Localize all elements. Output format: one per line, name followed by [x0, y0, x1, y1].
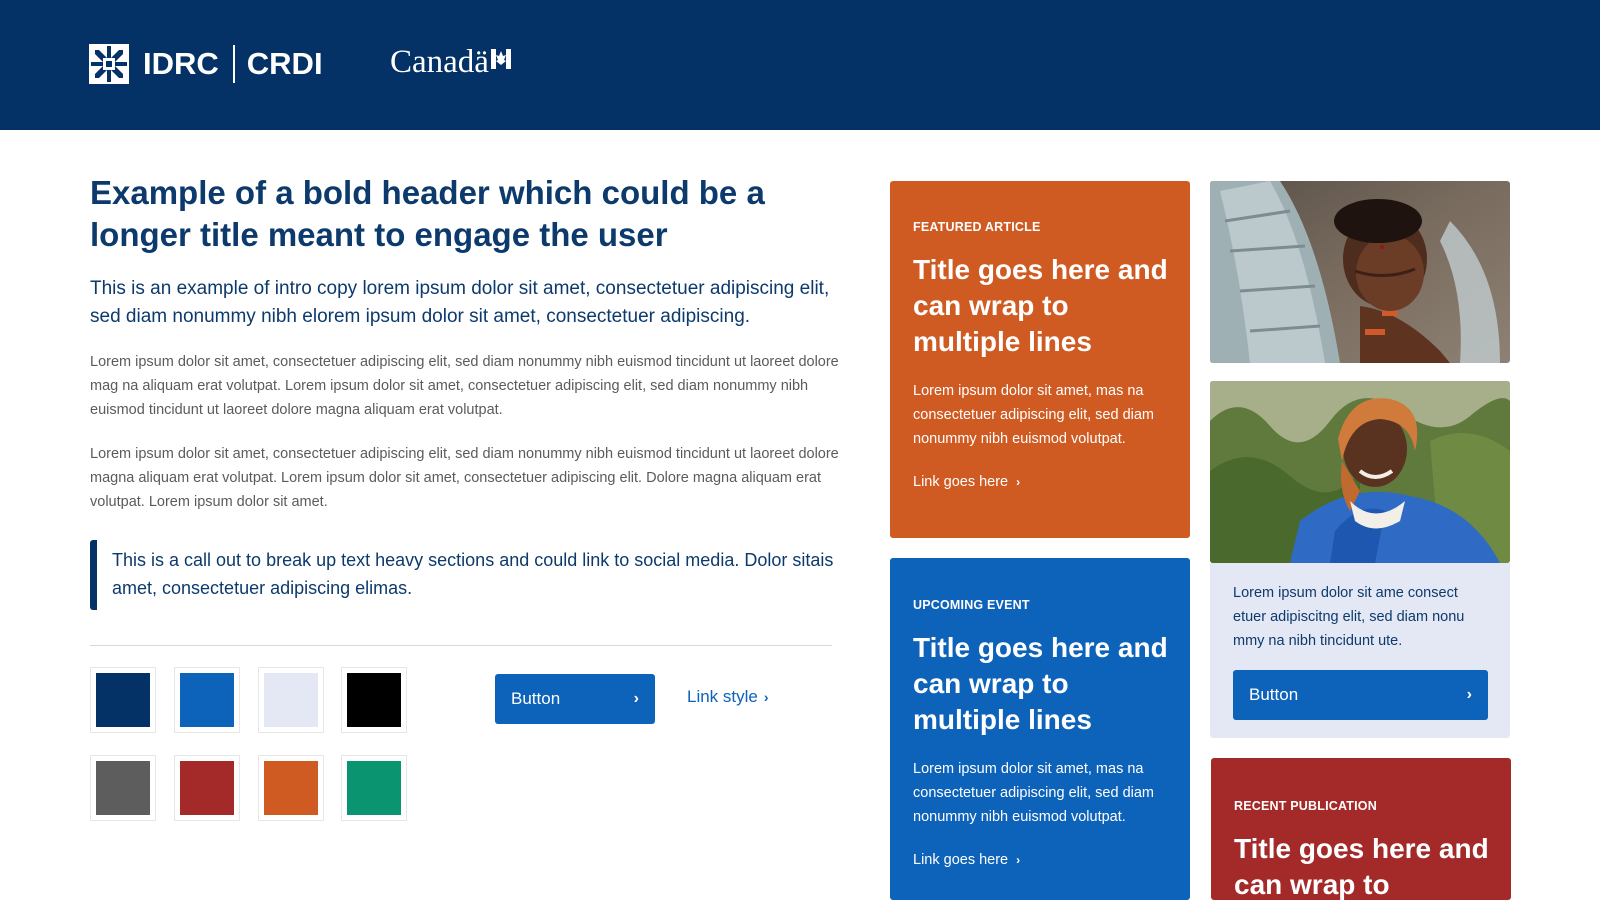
swatch-fill: [264, 673, 318, 727]
card-category-label: FEATURED ARTICLE: [913, 220, 1041, 234]
swatch-fill: [347, 761, 401, 815]
side-card-text: Lorem ipsum dolor sit ame consect etuer adipiscitng elit, sed diam nonu mmy na nibh tincidunt ute.: [1233, 585, 1465, 649]
photo-image: [1210, 181, 1510, 363]
idrc-logo[interactable]: [89, 44, 323, 84]
color-swatch-gray: [90, 755, 156, 821]
body-paragraph-2: Lorem ipsum dolor sit amet, consectetuer adipiscing elit, sed diam nonummy nibh euismod tincidunt ut laoreet dolore magna aliquam erat volutpat. Lorem ipsum dolor sit amet, consectetuer adipiscing elit. Dolore magna aliquam erat volutpat. Lorem ipsum dolor sit amet.: [90, 446, 839, 510]
swatch-fill: [96, 673, 150, 727]
card-title: Title goes here and can wrap to multiple lines: [913, 632, 1168, 735]
color-swatch-red: [174, 755, 240, 821]
logo-secondary-text: CRDI: [246, 46, 323, 81]
card-category-label: RECENT PUBLICATION: [1234, 799, 1377, 813]
canada-wordmark-text: Canadä: [390, 44, 489, 80]
swatch-fill: [180, 673, 234, 727]
card-description: Lorem ipsum dolor sit amet, mas na consectetuer adipiscing elit, sed diam nonummy nibh euismod volutpat.: [913, 761, 1154, 825]
intro-copy: This is an example of intro copy lorem ipsum dolor sit amet, consectetuer adipiscing elit, sed diam nonummy nibh elorem ipsum dolor sit amet, consectetuer adipiscing.: [90, 278, 830, 327]
card-link-label: Link goes here: [913, 474, 1009, 490]
sleeping-child-photo[interactable]: [1210, 181, 1510, 363]
color-swatch-orange: [258, 755, 324, 821]
card-link[interactable]: [913, 852, 1020, 868]
swatch-fill: [96, 761, 150, 815]
swatch-fill: [347, 673, 401, 727]
color-swatch-blue: [174, 667, 240, 733]
page-title: Example of a bold header which could be a longer title meant to engage the user: [90, 174, 765, 253]
color-swatch-light-blue: [258, 667, 324, 733]
section-divider: [90, 645, 832, 646]
side-card-button-label: Button: [1249, 685, 1299, 704]
card-title: Title goes here and can wrap to multiple lines: [913, 254, 1168, 357]
callout-text: This is a call out to break up text heavy sections and could link to social media. Dolor sitais amet, consectetuer adipiscing elimas.: [112, 550, 834, 598]
upcoming-event-card[interactable]: [890, 558, 1190, 900]
callout-block: [90, 540, 840, 610]
card-link-label: Link goes here: [913, 852, 1009, 868]
color-swatch-black: [341, 667, 407, 733]
swatch-fill: [264, 761, 318, 815]
chevron-right-icon: ›: [1016, 475, 1021, 489]
color-swatch-navy: [90, 667, 156, 733]
text-link[interactable]: [687, 687, 769, 707]
canada-wordmark[interactable]: [390, 44, 511, 81]
smiling-woman-photo[interactable]: [1210, 381, 1510, 563]
featured-article-card[interactable]: [890, 181, 1190, 538]
text-link-label: Link style: [687, 687, 758, 706]
recent-publication-card[interactable]: [1211, 758, 1511, 900]
primary-button[interactable]: [495, 674, 655, 724]
photo-image: [1210, 381, 1510, 563]
chevron-right-icon: ›: [763, 689, 769, 705]
body-paragraph-1: Lorem ipsum dolor sit amet, consectetuer adipiscing elit, sed diam nonummy nibh euismod tincidunt ut laoreet dolore mag na aliquam erat volutpat. Lorem ipsum dolor sit amet, consectetuer adipiscing elit, sed diam nonummy nibh euismod tincidunt ut laoreet dolore magna aliquam erat volutpat.: [90, 354, 839, 418]
primary-button-label: Button: [511, 689, 561, 708]
canada-flag-icon: [491, 49, 511, 69]
card-category-label: UPCOMING EVENT: [913, 598, 1030, 612]
side-info-card: [1210, 563, 1510, 738]
swatch-fill: [180, 761, 234, 815]
chevron-right-icon: ›: [1016, 853, 1021, 867]
logo-separator: [233, 45, 235, 83]
color-swatch-green: [341, 755, 407, 821]
site-header: [0, 0, 1600, 130]
side-card-button[interactable]: [1233, 670, 1488, 720]
chevron-right-icon: ›: [1466, 686, 1472, 703]
card-title: Title goes here and can wrap to: [1234, 833, 1489, 900]
chevron-right-icon: ›: [633, 690, 639, 707]
card-link[interactable]: [913, 474, 1020, 490]
card-description: Lorem ipsum dolor sit amet, mas na consectetuer adipiscing elit, sed diam nonummy nibh euismod volutpat.: [913, 383, 1154, 447]
idrc-snowflake-icon: [89, 44, 129, 84]
logo-primary-text: IDRC: [143, 46, 219, 81]
